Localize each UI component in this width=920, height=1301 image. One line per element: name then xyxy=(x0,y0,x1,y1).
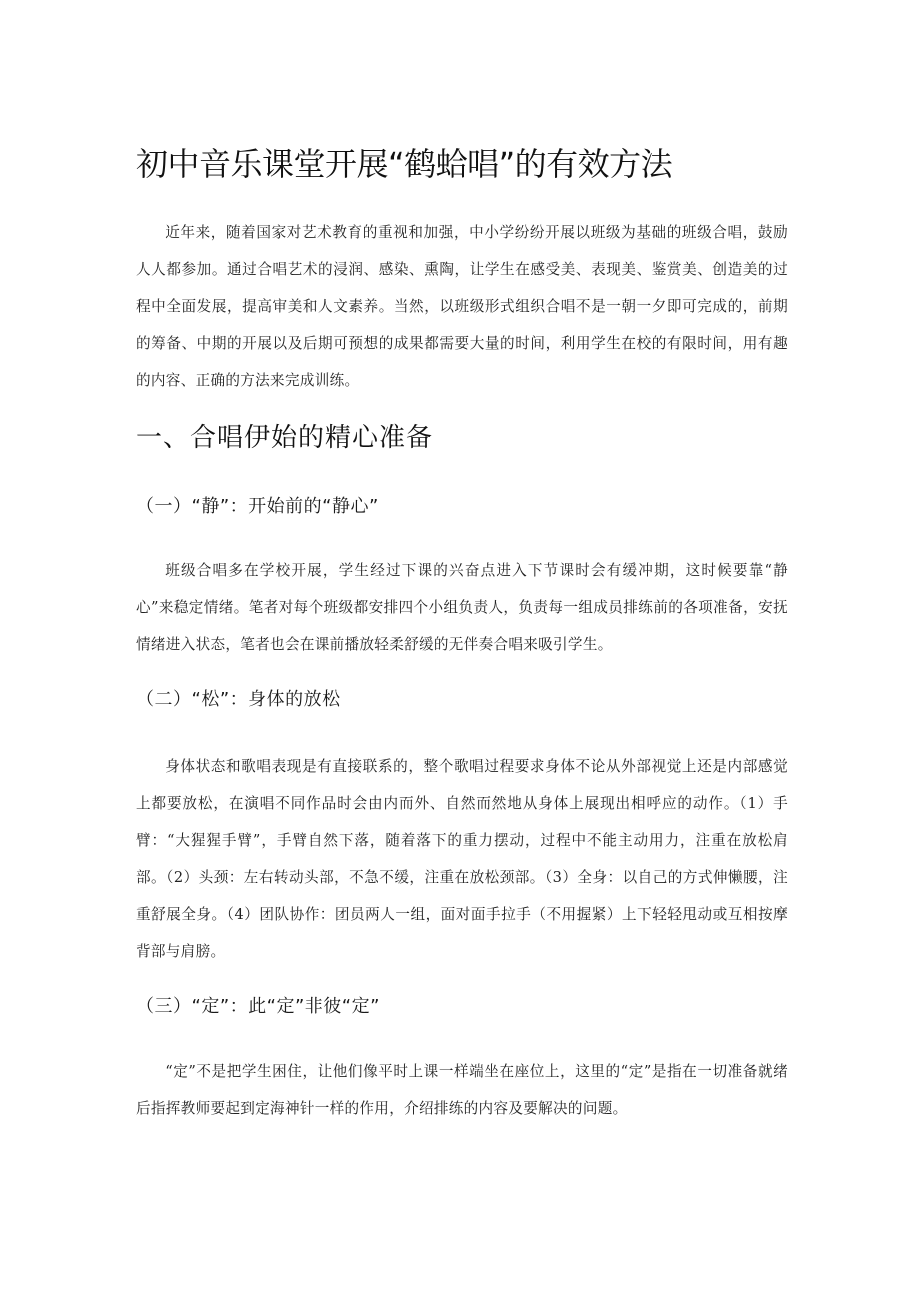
subsection-body-settle: “定”不是把学生困住，让他们像平时上课一样端坐在座位上，这里的“定”是指在一切准备就绪后指挥教师要起到定海神针一样的作用，介绍排练的内容及要解决的问题。 xyxy=(136,1063,788,1117)
subsection-body-calm: 班级合唱多在学校开展，学生经过下课的兴奋点进入下节课时会有缓冲期，这时候要靠“静心”来稳定情绪。笔者对每个班级都安排四个小组负责人，负责每一组成员排练前的各项准备，安抚情绪进入状态，笔者也会在课前播放轻柔舒缓的无伴奏合唱来吸引学生。 xyxy=(136,562,788,653)
subsection-heading-calm: （一）“静”：开始前的“静心” xyxy=(136,496,379,517)
document-title: 初中音乐课堂开展“鹤蛤唱”的有效方法 xyxy=(136,145,673,183)
subsection-body-relax: 身体状态和歌唱表现是有直接联系的，整个歌唱过程要求身体不论从外部视觉上还是内部感觉上都要放松，在演唱不同作品时会由内而外、自然而然地从身体上展现出相呼应的动作。（1）手臂：“大猩猩手臂”，手臂自然下落，随着落下的重力摆动，过程中不能主动用力，注重在放松肩部。（2）头颈：左右转动头部，不急不缓，注重在放松颈部。（3）全身：以自己的方式伸懒腰，注重舒展全身。（4）团队协作：团员两人一组，面对面手拉手（不用握紧）上下轻轻甩动或互相按摩背部与肩膀。 xyxy=(136,758,788,960)
subsection-heading-relax: （二）“松”：身体的放松 xyxy=(136,689,341,710)
intro-paragraph: 近年来，随着国家对艺术教育的重视和加强，中小学纷纷开展以班级为基础的班级合唱，鼓励人人都参加。通过合唱艺术的浸润、感染、熏陶，让学生在感受美、表现美、鉴赏美、创造美的过程中全面发展，提高审美和人文素养。当然，以班级形式组织合唱不是一朝一夕即可完成的，前期的筹备、中期的开展以及后期可预想的成果都需要大量的时间，利用学生在校的有限时间，用有趣的内容、正确的方法来完成训练。 xyxy=(136,224,788,389)
section-heading-preparation: 一、合唱伊始的精心准备 xyxy=(136,423,434,453)
subsection-heading-settle: （三）“定”：此“定”非彼“定” xyxy=(136,996,380,1017)
